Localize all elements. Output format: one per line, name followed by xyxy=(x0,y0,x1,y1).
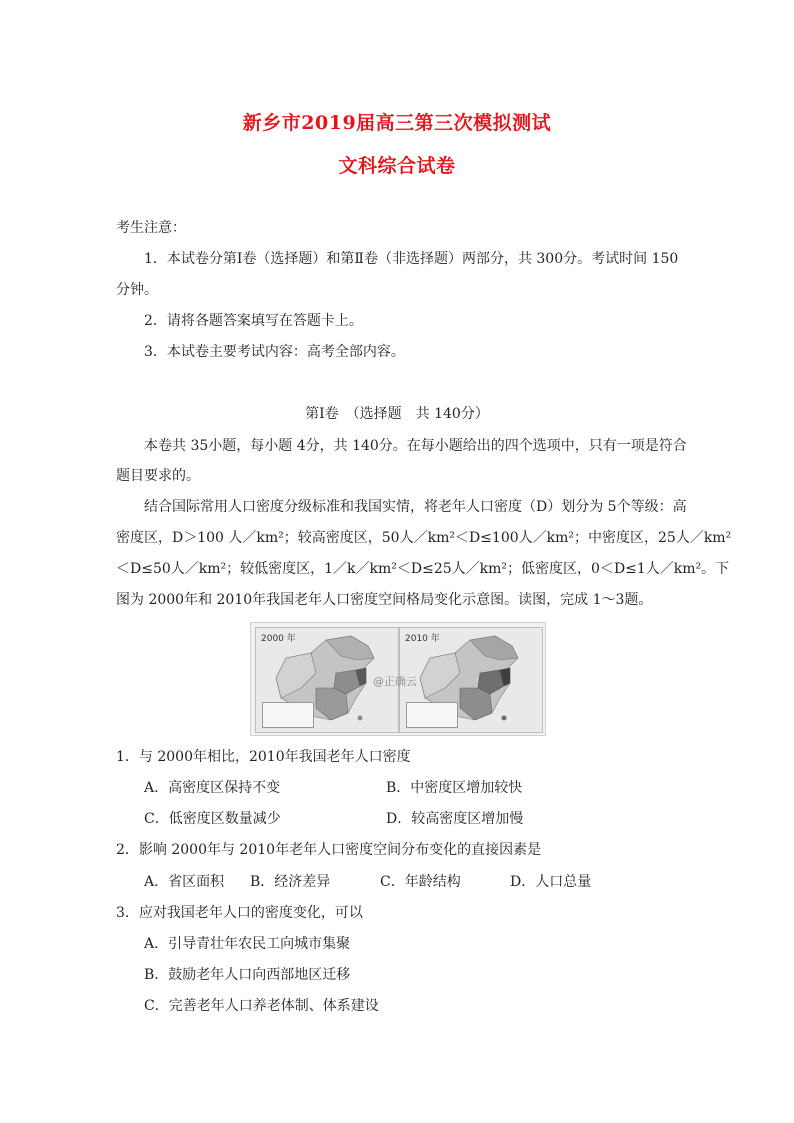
question-2-stem: 2．影响 2000年与 2010年老年人口密度空间分布变化的直接因素是 xyxy=(116,842,542,858)
question-3-option-b[interactable]: B．鼓励老年人口向西部地区迁移 xyxy=(144,967,351,983)
question-1-stem: 1．与 2000年相比，2010年我国老年人口密度 xyxy=(116,749,411,765)
map-2000-year-label: 2000 年 xyxy=(261,634,296,644)
notice-item-1: 1．本试卷分第Ⅰ卷（选择题）和第Ⅱ卷（非选择题）两部分，共 300分。考试时间 150 xyxy=(144,251,679,267)
notice-item-3: 3．本试卷主要考试内容：高考全部内容。 xyxy=(144,344,405,360)
question-3-stem: 3．应对我国老年人口的密度变化，可以 xyxy=(116,905,363,921)
passage-line-1: 结合国际常用人口密度分级标准和我国实情，将老年人口密度（D）划分为 5个等级：高 xyxy=(144,499,687,515)
notice-item-1-cont: 分钟。 xyxy=(116,282,158,298)
passage-line-4: 图为 2000年和 2010年我国老年人口密度空间格局变化示意图。读图，完成 1～3题。 xyxy=(116,592,653,608)
question-1-option-b[interactable]: B．中密度区增加较快 xyxy=(386,780,523,796)
question-3-option-a[interactable]: A．引导青壮年农民工向城市集聚 xyxy=(144,936,351,952)
question-1-option-a[interactable]: A．高密度区保持不变 xyxy=(144,780,281,796)
question-1-option-c[interactable]: C．低密度区数量减少 xyxy=(144,811,281,827)
map-2000-legend xyxy=(262,702,314,728)
question-2-option-b[interactable]: B．经济差异 xyxy=(250,874,331,890)
watermark: @正确云 xyxy=(373,675,417,688)
section-heading: 第Ⅰ卷 （选择题 共 140分） xyxy=(305,406,489,422)
question-1-option-d[interactable]: D．较高密度区增加慢 xyxy=(386,811,524,827)
map-2010 xyxy=(399,627,543,733)
page-title: 新乡市2019届高三第三次模拟测试 xyxy=(242,112,552,134)
question-2-option-d[interactable]: D．人口总量 xyxy=(510,874,592,890)
notice-item-2: 2．请将各题答案填写在答题卡上。 xyxy=(144,313,363,329)
question-3-option-c[interactable]: C．完善老年人口养老体制、体系建设 xyxy=(144,998,379,1014)
section-intro-2: 题目要求的。 xyxy=(116,468,200,484)
passage-line-2: 密度区，D＞100 人／km²；较高密度区，50人／km²＜D≤100人／km²；中密度区，25人／km² xyxy=(116,530,732,546)
question-2-option-c[interactable]: C．年龄结构 xyxy=(380,874,461,890)
passage-line-3: ＜D≤50人／km²；较低密度区，1／k／km²＜D≤25人／km²；低密度区，0＜D≤1人／km²。下 xyxy=(116,561,730,577)
map-2010-legend xyxy=(406,702,458,728)
page-subtitle: 文科综合试卷 xyxy=(338,155,456,177)
notice-heading: 考生注意： xyxy=(116,220,186,236)
map-2010-year-label: 2010 年 xyxy=(405,634,440,644)
question-2-option-a[interactable]: A．省区面积 xyxy=(144,874,225,890)
density-map-figure xyxy=(250,622,546,736)
section-intro-1: 本卷共 35小题，每小题 4分，共 140分。在每小题给出的四个选项中，只有一项是符合 xyxy=(144,438,687,454)
